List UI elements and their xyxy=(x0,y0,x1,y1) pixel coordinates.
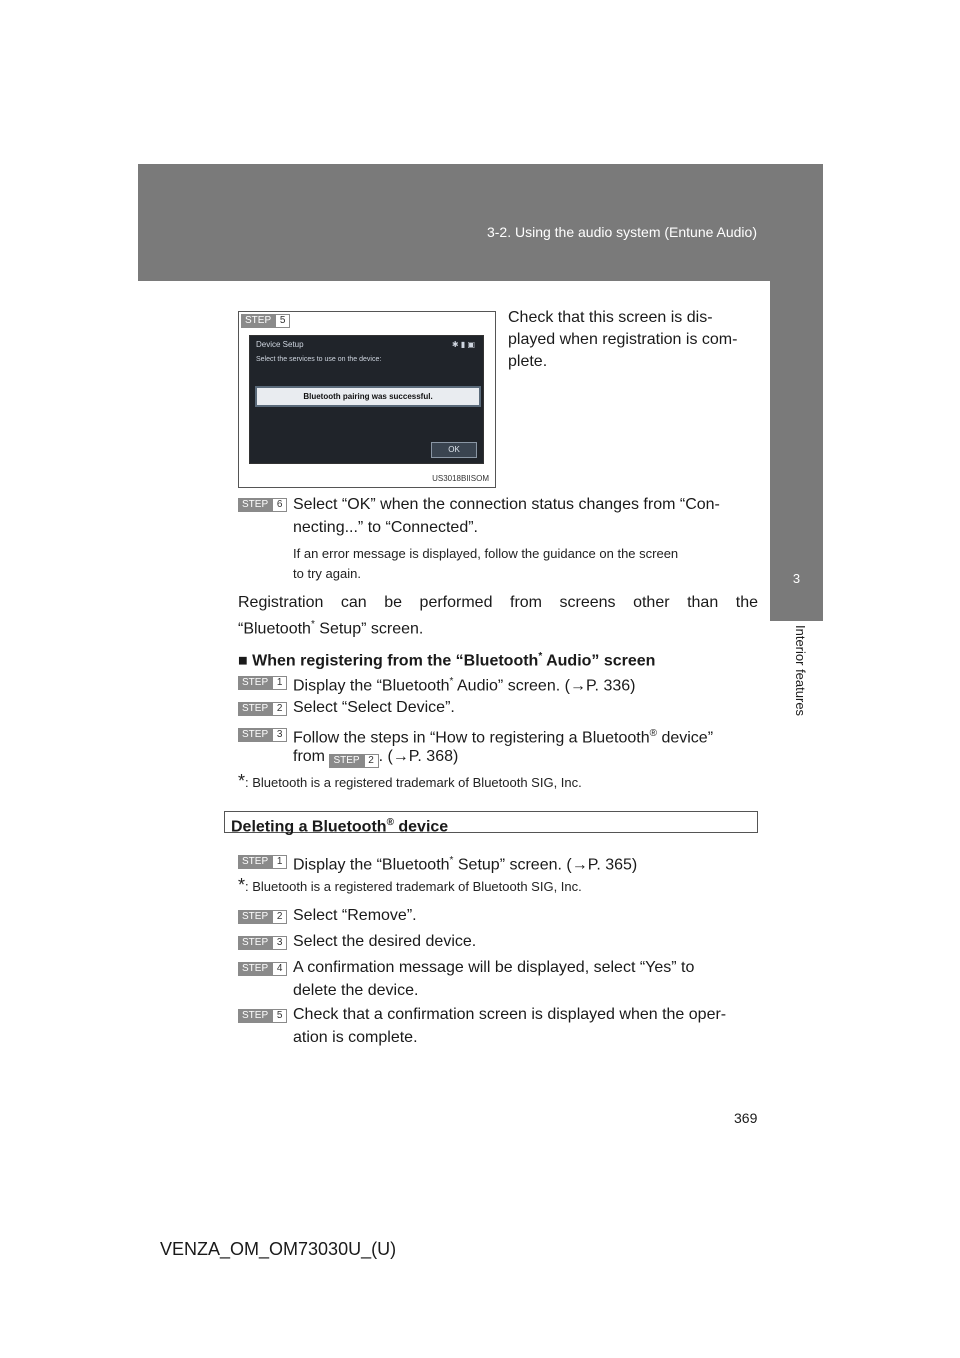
del-step-3: Select the desired device. xyxy=(293,933,477,950)
step-badge: STEP 1 xyxy=(238,676,287,690)
header-band xyxy=(138,164,823,281)
del-step-2: Select “Remove”. xyxy=(293,907,417,924)
step6-text: Select “OK” when the connection status changes from “Con- xyxy=(293,496,720,513)
del-step-4-line2: delete the device. xyxy=(293,982,419,999)
status-icons: ✱ ▮ ▣ xyxy=(451,340,475,349)
reg-step-1: Display the “Bluetooth* Audio” screen. (→P. 336) xyxy=(293,676,636,695)
registration-text: Registration can be performed from screens other than the xyxy=(238,594,758,611)
registration-text-2: “Bluetooth* Setup” screen. xyxy=(238,619,424,638)
del-step-5: Check that a confirmation screen is displayed when the oper- xyxy=(293,1006,727,1023)
step5-text: Check that this screen is dis- played when registration is com- plete. xyxy=(508,309,738,370)
step-badge-inline: STEP 2 xyxy=(329,754,378,768)
section-title: 3-2. Using the audio system (Entune Audio) xyxy=(486,224,757,240)
step-badge: STEP 3 xyxy=(238,936,287,950)
chapter-number: 3 xyxy=(792,571,801,586)
chapter-label: Interior features xyxy=(793,625,808,717)
screen-title: Device Setup xyxy=(256,340,304,349)
del-step-5-line2: ation is complete. xyxy=(293,1029,418,1046)
document-code: VENZA_OM_OM73030U_(U) xyxy=(160,1239,397,1259)
screen-subtitle: Select the services to use on the device: xyxy=(256,356,382,363)
device-setup-screen xyxy=(249,335,484,464)
chapter-tab xyxy=(770,281,823,621)
page-number: 369 xyxy=(734,1110,758,1126)
step-badge: STEP 5 xyxy=(241,314,290,328)
reg-step-2: Select “Select Device”. xyxy=(293,699,455,716)
del-step-4: A confirmation message will be displayed, select “Yes” to xyxy=(293,959,695,976)
error-note-2: to try again. xyxy=(293,566,361,581)
step-badge: STEP 2 xyxy=(238,910,287,924)
error-note: If an error message is displayed, follow the guidance on the screen xyxy=(293,546,679,561)
pairing-success-dialog: Bluetooth pairing was successful. xyxy=(255,386,481,407)
step-badge: STEP 1 xyxy=(238,855,287,869)
step-badge: STEP 4 xyxy=(238,962,287,976)
footnote: *: Bluetooth is a registered trademark of Bluetooth SIG, Inc. xyxy=(238,771,582,791)
ok-button[interactable]: OK xyxy=(431,442,477,458)
step-badge: STEP 2 xyxy=(238,702,287,716)
footnote-2: *: Bluetooth is a registered trademark of Bluetooth SIG, Inc. xyxy=(238,875,582,895)
section-heading: Deleting a Bluetooth® device xyxy=(224,811,758,833)
reg-step-3: Follow the steps in “How to registering a Bluetooth® device” xyxy=(293,728,714,747)
figure-code: US3018BIISOM xyxy=(432,474,489,483)
step6-text-2: necting...” to “Connected”. xyxy=(293,519,478,536)
reg-step-3-line2: from STEP 2 . (→P. 368) xyxy=(293,748,459,766)
step-badge: STEP 3 xyxy=(238,728,287,742)
step-badge: STEP 5 xyxy=(238,1009,287,1023)
subheading: ■ When registering from the “Bluetooth* Audio” screen xyxy=(238,651,656,670)
step-badge: STEP 6 xyxy=(238,498,287,512)
screen-figure xyxy=(238,311,496,488)
del-step-1: Display the “Bluetooth* Setup” screen. (→P. 365) xyxy=(293,855,638,874)
